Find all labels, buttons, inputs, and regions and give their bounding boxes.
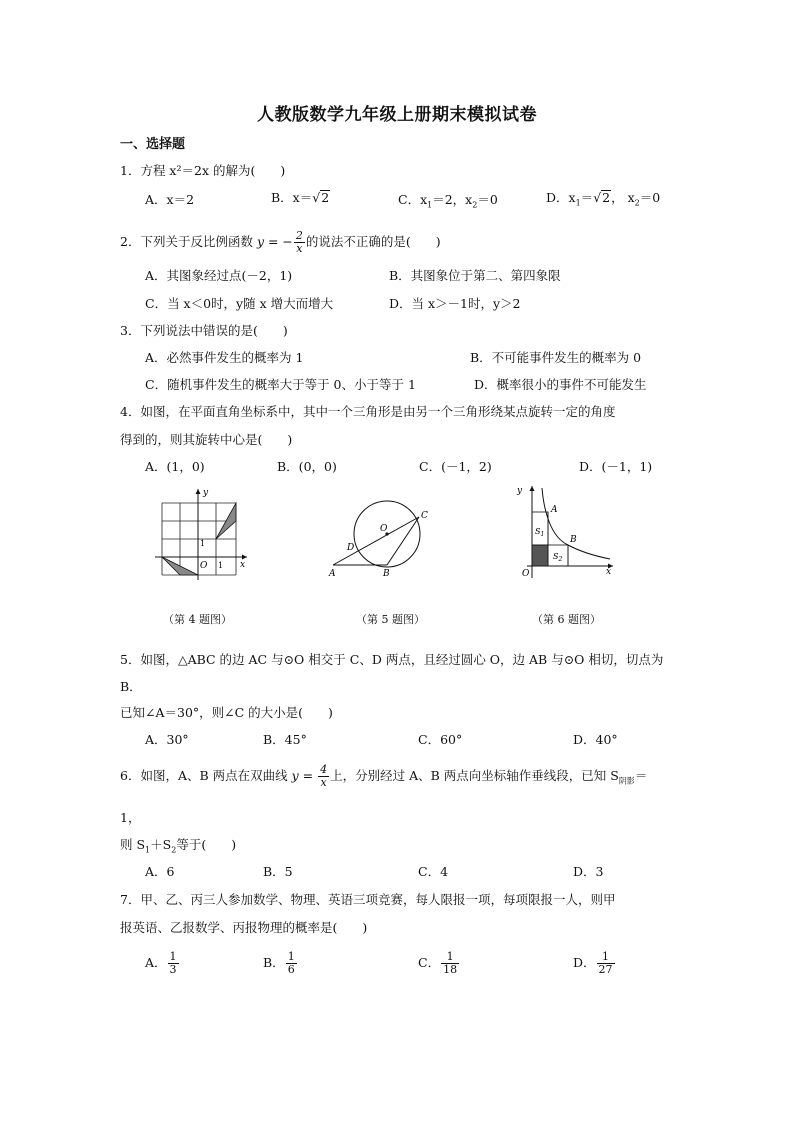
subscript-2: 2 [472, 200, 478, 210]
fig4-label-x: x [240, 560, 246, 570]
fig4-label-origin: O [200, 561, 208, 571]
fraction-num: 1 [597, 951, 615, 964]
q4-stem-line1: 4．如图，在平面直角坐标系中，其中一个三角形是由另一个三角形绕某点旋转一定的角度 [120, 404, 616, 419]
q6-option-a: A．6 [145, 864, 175, 879]
q1-option-c [398, 192, 498, 214]
q6-plus-s: ＋S [150, 837, 172, 852]
fig5-label-c: C [421, 511, 428, 521]
q5-option-b: B．45° [263, 732, 307, 747]
y-axis-arrow [530, 486, 535, 491]
section-heading-choice: 一、选择题 [120, 137, 186, 152]
caption-figure-6: （第 6 题图） [532, 613, 601, 626]
q1-option-d-eq: ＝ [580, 190, 594, 205]
q3-option-b: B．不可能事件发生的概率为 0 [470, 350, 642, 365]
q6-fraction-num: 4 [320, 763, 328, 776]
fraction-num: 1 [287, 950, 295, 963]
q4-option-a: A．(1，0) [145, 459, 205, 474]
q1-option-b-prefix: B．x＝ [271, 190, 313, 205]
q2-option-d: D．当 x＞－1时，y＞2 [389, 296, 521, 311]
fig5-label-a: A [329, 569, 336, 579]
fraction-num: 1 [169, 950, 177, 963]
q7-option-d-fraction [597, 951, 615, 976]
q2-option-c: C．当 x＜0时，y随 x 增大而增大 [145, 296, 334, 311]
q6-stem-post2: ＝ [634, 768, 648, 783]
x-axis-arrow [242, 555, 247, 560]
fig6-label-o: O [522, 569, 530, 579]
q2-stem-pre: 2．下列关于反比例函数 [120, 234, 257, 249]
fig4-label-y: y [203, 488, 209, 498]
fraction-num: 1 [441, 951, 459, 964]
fig6-label-x: x [606, 567, 612, 577]
q1-option-c-part1: ＝2，x [432, 192, 473, 207]
fig5-label-d: D [347, 543, 355, 553]
exam-title: 人教版数学九年级上册期末模拟试卷 [257, 105, 537, 125]
q6-stem-line3 [120, 837, 236, 859]
q5-stem-line1: 5．如图，△ABC 的边 AC 与⊙O 相交于 C、D 两点，且经过圆心 O，边 AB 与⊙O 相切，切点为 [120, 652, 664, 667]
q6-eq: = [298, 768, 318, 783]
q6-y: y [291, 768, 299, 783]
shaded-rectangle [532, 545, 548, 566]
q3-option-d: D．概率很小的事件不可能发生 [474, 377, 647, 392]
q4-option-b: B．(0，0) [277, 459, 337, 474]
q7-stem-line2: 报英语、乙报数学、丙报物理的概率是( ) [120, 920, 368, 935]
q7-option-d-label: D． [573, 955, 596, 970]
q2-eq: = − [264, 234, 293, 249]
hyperbola-curve [542, 488, 610, 559]
subscript-2: 2 [634, 198, 640, 208]
q1-option-c-x: C．x [398, 192, 428, 207]
q2-option-b: B．其图象位于第二、第四象限 [389, 268, 561, 283]
q6-stem-post: 上，分别经过 A、B 两点向坐标轴作垂线段，已知 S [330, 768, 619, 783]
sqrt-symbol: √2 [312, 190, 330, 205]
q4-option-c: C．(－1，2) [419, 459, 492, 474]
fraction-den: 18 [443, 963, 458, 976]
fig6-label-s1: $S_1$ [535, 527, 545, 538]
q7-option-c-label: C． [418, 955, 441, 970]
q2-fraction-num: 2 [295, 229, 303, 242]
sqrt-symbol: √2 [593, 190, 611, 205]
q3-stem: 3．下列说法中错误的是( ) [120, 323, 288, 338]
figure-4-grid [150, 484, 255, 580]
q2-fraction [294, 230, 305, 255]
q6-fraction-den: x [320, 776, 327, 789]
subscript-1: 1 [427, 200, 433, 210]
q1-option-d-x: D．x [546, 190, 576, 205]
y-axis-arrow [196, 489, 201, 494]
fraction-den: 6 [287, 963, 295, 976]
q7-stem-line1: 7．甲、乙、丙三人参加数学、物理、英语三项竞赛，每人限报一项，每项限报一人，则甲 [120, 892, 616, 907]
caption-figure-4: （第 4 题图） [163, 613, 232, 626]
q6-stem-tail: 等于( ) [176, 837, 237, 852]
q5-stem-line2: B． [120, 679, 142, 694]
q3-option-c: C．随机事件发生的概率大于等于 0、小于等于 1 [145, 377, 416, 392]
q2-stem-post: 的说法不正确的是( ) [305, 234, 441, 249]
q1-option-a: A．x＝2 [145, 192, 195, 207]
q4-stem-line2: 得到的，则其旋转中心是( ) [120, 432, 293, 447]
q1-option-d [546, 190, 660, 212]
q6-s: 则 S [120, 837, 146, 852]
q7-option-a-label: A． [145, 955, 167, 970]
q7-option-b [263, 948, 298, 978]
q7-option-b-label: B． [263, 955, 285, 970]
fig6-label-b: B [570, 535, 577, 545]
q6-option-b: B．5 [263, 864, 293, 879]
q6-stem-line2: 1， [120, 810, 141, 825]
q6-stem-pre: 6．如图，A、B 两点在双曲线 [120, 768, 292, 783]
subscript-2: 2 [171, 845, 177, 855]
fig4-label-one-x: 1 [218, 561, 224, 570]
caption-figure-5: （第 5 题图） [356, 613, 425, 626]
q1-stem: 1．方程 x²＝2x 的解为( ) [120, 163, 286, 178]
fig4-label-one-y: 1 [200, 539, 206, 548]
q1-option-d-radicand: 2 [602, 190, 611, 205]
q1-option-b [271, 190, 330, 206]
q5-option-d: D．40° [573, 732, 618, 747]
q7-option-a [145, 948, 180, 978]
q6-fraction [318, 764, 329, 789]
fraction-den: 3 [169, 963, 177, 976]
q6-shaded-subscript: 阴影 [618, 776, 635, 786]
q7-option-c-fraction [441, 951, 459, 976]
q2-option-a: A．其图象经过点(－2，1) [145, 268, 293, 283]
q2-stem [120, 228, 441, 256]
subscript-1: 1 [575, 198, 581, 208]
subscript-1: 1 [145, 845, 151, 855]
q3-option-a: A．必然事件发生的概率为 1 [145, 350, 304, 365]
q7-option-d [573, 948, 616, 978]
q5-option-a: A．30° [145, 732, 189, 747]
q7-option-b-fraction [286, 951, 297, 976]
q2-fraction-den: x [296, 242, 303, 255]
figure-5-circle [325, 500, 435, 582]
fig6-label-a: A [551, 505, 558, 515]
fig5-label-o: O [380, 524, 388, 534]
fig5-label-b: B [383, 569, 390, 579]
q6-stem-line1 [120, 762, 647, 796]
q4-option-d: D．(－1，1) [579, 459, 653, 474]
q1-option-d-part2: ＝0 [639, 190, 661, 205]
fraction-den: 27 [598, 963, 613, 976]
q1-option-b-radicand: 2 [321, 190, 330, 205]
q6-option-d: D．3 [573, 864, 604, 879]
figure-6-hyperbola [513, 482, 615, 582]
q7-option-a-fraction [168, 951, 179, 976]
segment-ac [333, 517, 419, 565]
fig6-label-s2: $S_2$ [553, 552, 563, 563]
segment-bc [387, 517, 419, 565]
q5-stem-line3: 已知∠A＝30°，则∠C 的大小是( ) [120, 705, 333, 720]
q6-option-c: C．4 [418, 864, 449, 879]
fig6-label-y: y [517, 486, 523, 496]
q7-option-c [418, 948, 460, 978]
q2-y: y [256, 234, 264, 249]
q1-option-d-part1: ， x [611, 190, 635, 205]
q5-option-c: C．60° [418, 732, 463, 747]
q1-option-c-part2: ＝0 [477, 192, 498, 207]
